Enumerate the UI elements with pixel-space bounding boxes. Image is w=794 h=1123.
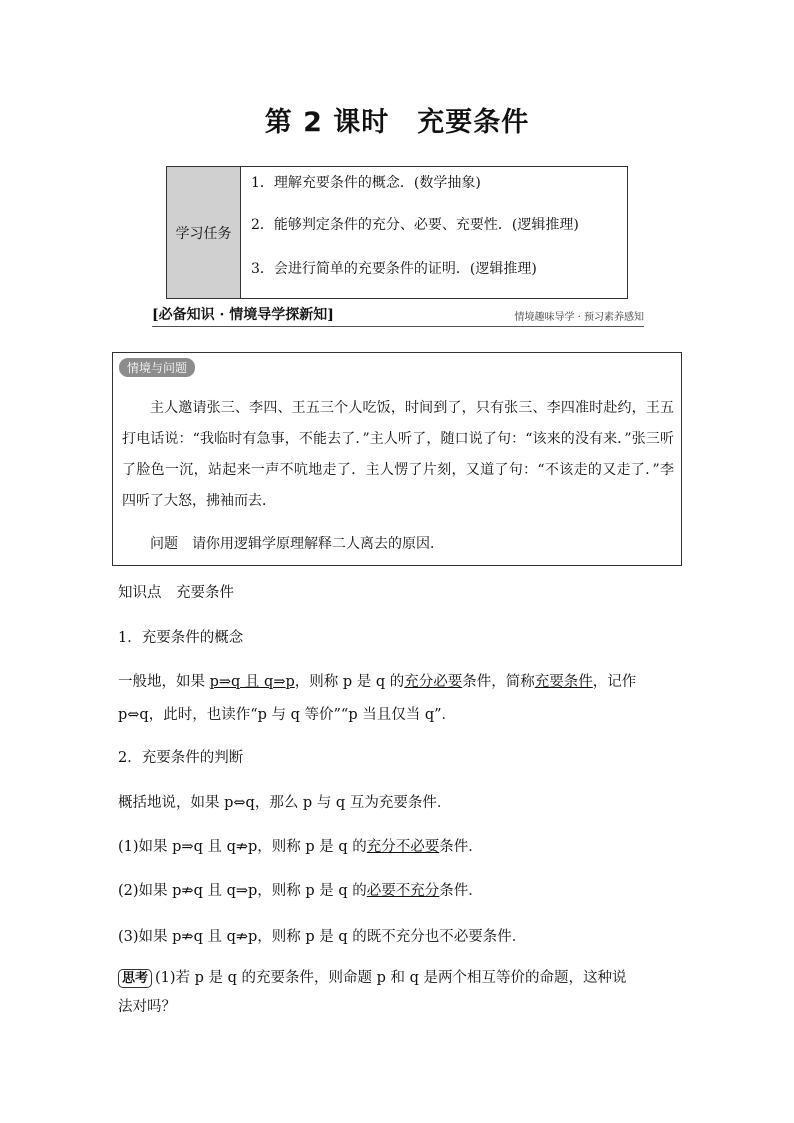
learning-task-table	[166, 166, 628, 299]
concept-notation-line: p⇔q，此时，也读作“p 与 q 等价”“p 当且仅当 q”．	[118, 707, 457, 723]
case-necessary-line	[118, 879, 483, 900]
text-span: (1)若 p 是 q 的充要条件，则命题 p 和 q 是两个相互等价的命题，这种说	[155, 970, 627, 986]
underlined-text: 充分必要	[404, 674, 463, 690]
text-span: 条件．	[439, 839, 483, 855]
section-subtitle: 情境趣味导学 · 预习素养感知	[514, 312, 644, 323]
task-item: 1．理解充要条件的概念．(数学抽象)	[251, 175, 481, 191]
knowledge-heading: 知识点 充要条件	[118, 585, 234, 601]
text-span: 条件，简称	[462, 674, 535, 690]
text-span: 条件．	[439, 883, 483, 899]
text-span: 一般地，如果	[118, 674, 210, 690]
text-span: ，记作	[592, 674, 637, 690]
underlined-text: 必要不充分	[366, 883, 440, 899]
judge-heading: 2．充要条件的判断	[118, 750, 244, 766]
text-span: ，则称 p 是 q 的	[294, 674, 405, 690]
concept-heading: 1．充要条件的概念	[118, 630, 244, 646]
text-span: 法对吗？	[118, 999, 176, 1015]
scenario-tag: 情境与问题	[119, 358, 195, 377]
underlined-text: 充分不必要	[366, 839, 440, 855]
page-title: 第 2 课时 充要条件	[264, 107, 530, 138]
underlined-text: 充要条件	[534, 674, 593, 690]
task-table-header: 学习任务	[167, 167, 241, 298]
scenario-box	[112, 352, 682, 566]
section-bar	[152, 304, 644, 327]
scenario-paragraph: 主人邀请张三、李四、王五三个人吃饭，时间到了，只有张三、李四准时赴约，王五打电话说：“我临时有急事，不能去了．”主人听了，随口说了句：“该来的没有来．”张三听了脸色一沉，站起来一声不吭地走了．主人愣了片刻，又道了句：“不该走的又走了．”李四听了大怒，拂袖而去．	[122, 400, 674, 509]
concept-definition-line	[118, 670, 636, 691]
case-sufficient-line	[118, 835, 483, 856]
case-neither-line: (3)如果 p⇏q 且 q⇏p，则称 p 是 q 的既不充分也不必要条件．	[118, 929, 527, 945]
scenario-question: 问题 请你用逻辑学原理解释二人离去的原因．	[150, 536, 444, 552]
underlined-text: p⇒q 且 q⇒p	[209, 674, 295, 690]
think-question	[118, 964, 627, 1022]
think-tag: 思考	[118, 969, 152, 988]
text-span: (1)如果 p⇒q 且 q⇏p，则称 p 是 q 的	[118, 839, 367, 855]
section-title: [必备知识 · 情境导学探新知]	[152, 307, 334, 323]
task-item: 2．能够判定条件的充分、必要、充要性．(逻辑推理)	[251, 217, 579, 233]
judge-intro: 概括地说，如果 p⇔q，那么 p 与 q 互为充要条件．	[118, 795, 452, 811]
text-span: (2)如果 p⇏q 且 q⇒p，则称 p 是 q 的	[118, 883, 367, 899]
task-item: 3．会进行简单的充要条件的证明．(逻辑推理)	[251, 261, 537, 277]
